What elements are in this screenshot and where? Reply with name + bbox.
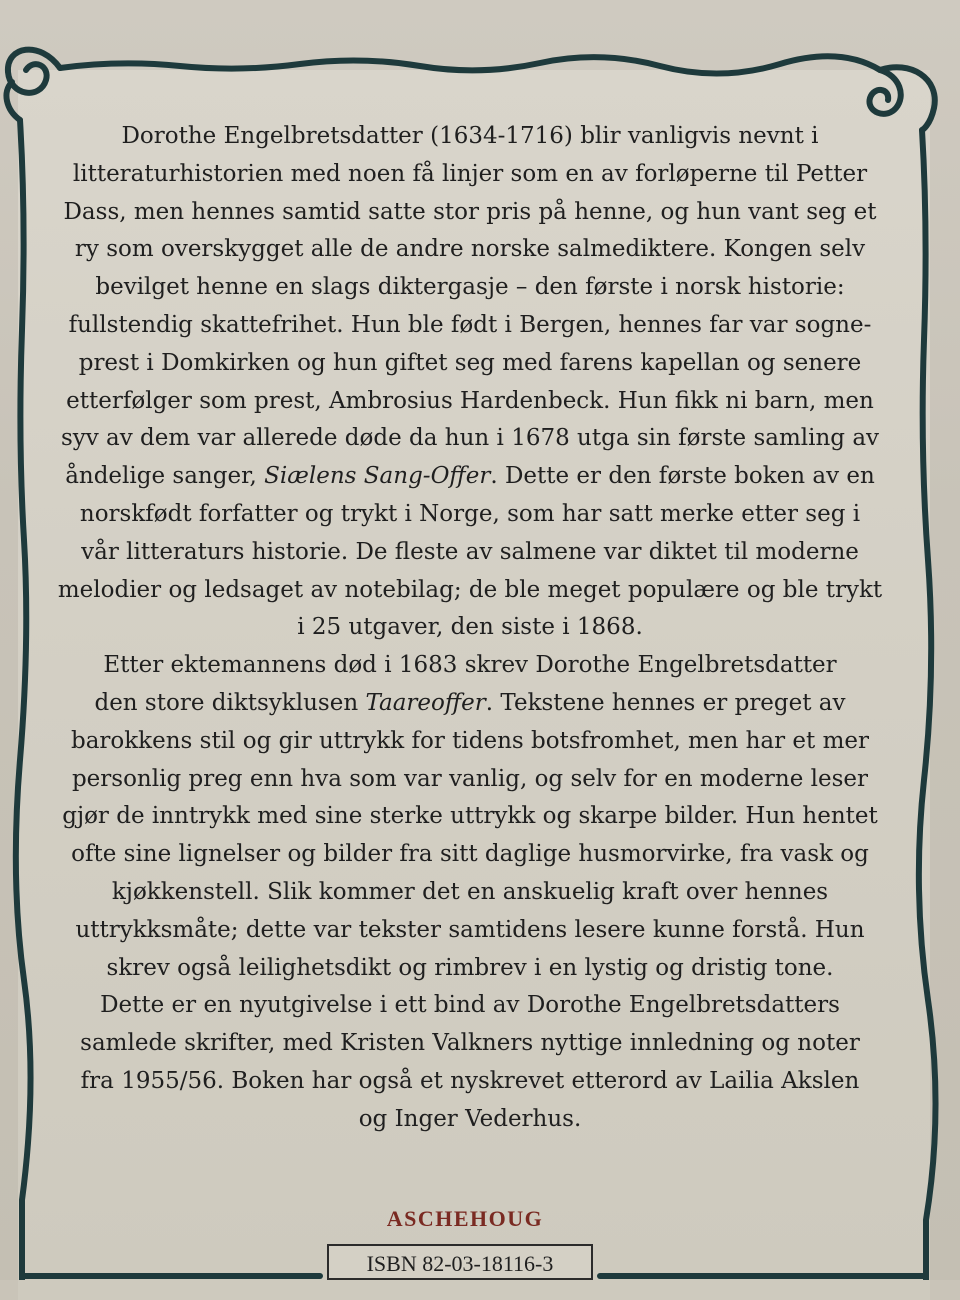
isbn-box: ISBN 82-03-18116-3	[327, 1244, 593, 1280]
description-line: skrev også leilighetsdikt og rimbrev i en lystig og dristig tone.	[106, 954, 834, 981]
description-line: ry som overskygget alle de andre norske salmediktere. Kongen selv	[74, 236, 866, 263]
description-line: samlede skrifter, med Kristen Valkners nyttige innledning og noter	[80, 1030, 860, 1057]
description-line: barokkens stil og gir uttrykk for tidens botsfromhet, men har et mer	[70, 727, 870, 754]
description-line	[40, 685, 900, 723]
description-line: melodier og ledsaget av notebilag; de ble meget populære og ble trykt	[57, 576, 883, 603]
description-line: etterfølger som prest, Ambrosius Hardenbeck. Hun fikk ni barn, men	[66, 387, 874, 414]
description-line	[40, 458, 900, 496]
description-line: ofte sine lignelser og bilder fra sitt daglige husmorvirke, fra vask og	[71, 841, 869, 868]
description-line: syv av dem var allerede døde da hun i 1678 utga sin første samling av	[60, 425, 880, 452]
description-line: litteraturhistorien med noen få linjer som en av forløperne til Petter	[72, 160, 868, 187]
description-line: fra 1955/56. Boken har også et nyskrevet etterord av Lailia Akslen	[80, 1067, 860, 1094]
description-line: personlig preg enn hva som var vanlig, og selv for en moderne leser	[71, 765, 869, 792]
description-line: Etter ektemannens død i 1683 skrev Dorothe Engelbretsdatter	[103, 652, 837, 679]
description-line: kjøkkenstell. Slik kommer det en anskuelig kraft over hennes	[111, 878, 829, 905]
description-line: vår litteraturs historie. De fleste av salmene var diktet til moderne	[81, 538, 859, 565]
description-line: Dorothe Engelbretsdatter (1634-1716) blir vanligvis nevnt i	[121, 123, 819, 149]
cover-description	[40, 118, 900, 1139]
italic-title: Taareoffer	[365, 689, 486, 716]
description-line: prest i Domkirken og hun giftet seg med farens kapellan og senere	[78, 349, 862, 376]
description-line: i 25 utgaver, den siste i 1868.	[297, 614, 643, 641]
line-text: åndelige sanger,	[65, 463, 265, 490]
description-line: og Inger Vederhus.	[358, 1105, 582, 1132]
line-text: . Dette er den første boken av en	[490, 463, 875, 490]
line-text: . Tekstene hennes er preget av	[485, 689, 846, 716]
description-line: fullstendig skattefrihet. Hun ble født i Bergen, hennes far var sogne-	[68, 311, 872, 338]
description-line: Dass, men hennes samtid satte stor pris på henne, og hun vant seg et	[63, 198, 877, 225]
description-line: bevilget henne en slags diktergasje – den første i norsk historie:	[95, 274, 845, 301]
publisher-name: ASCHEHOUG	[386, 1206, 544, 1231]
description-line: gjør de inntrykk med sine sterke uttrykk og skarpe bilder. Hun hentet	[62, 803, 878, 830]
line-text: den store diktsyklusen	[94, 689, 366, 716]
description-line: norskfødt forfatter og trykt i Norge, som har satt merke etter seg i	[79, 500, 861, 527]
description-line: uttrykksmåte; dette var tekster samtidens lesere kunne forstå. Hun	[75, 916, 865, 943]
italic-title: Siælens Sang-Offer	[264, 463, 491, 490]
description-line: Dette er en nyutgivelse i ett bind av Dorothe Engelbretsdatters	[100, 992, 840, 1019]
